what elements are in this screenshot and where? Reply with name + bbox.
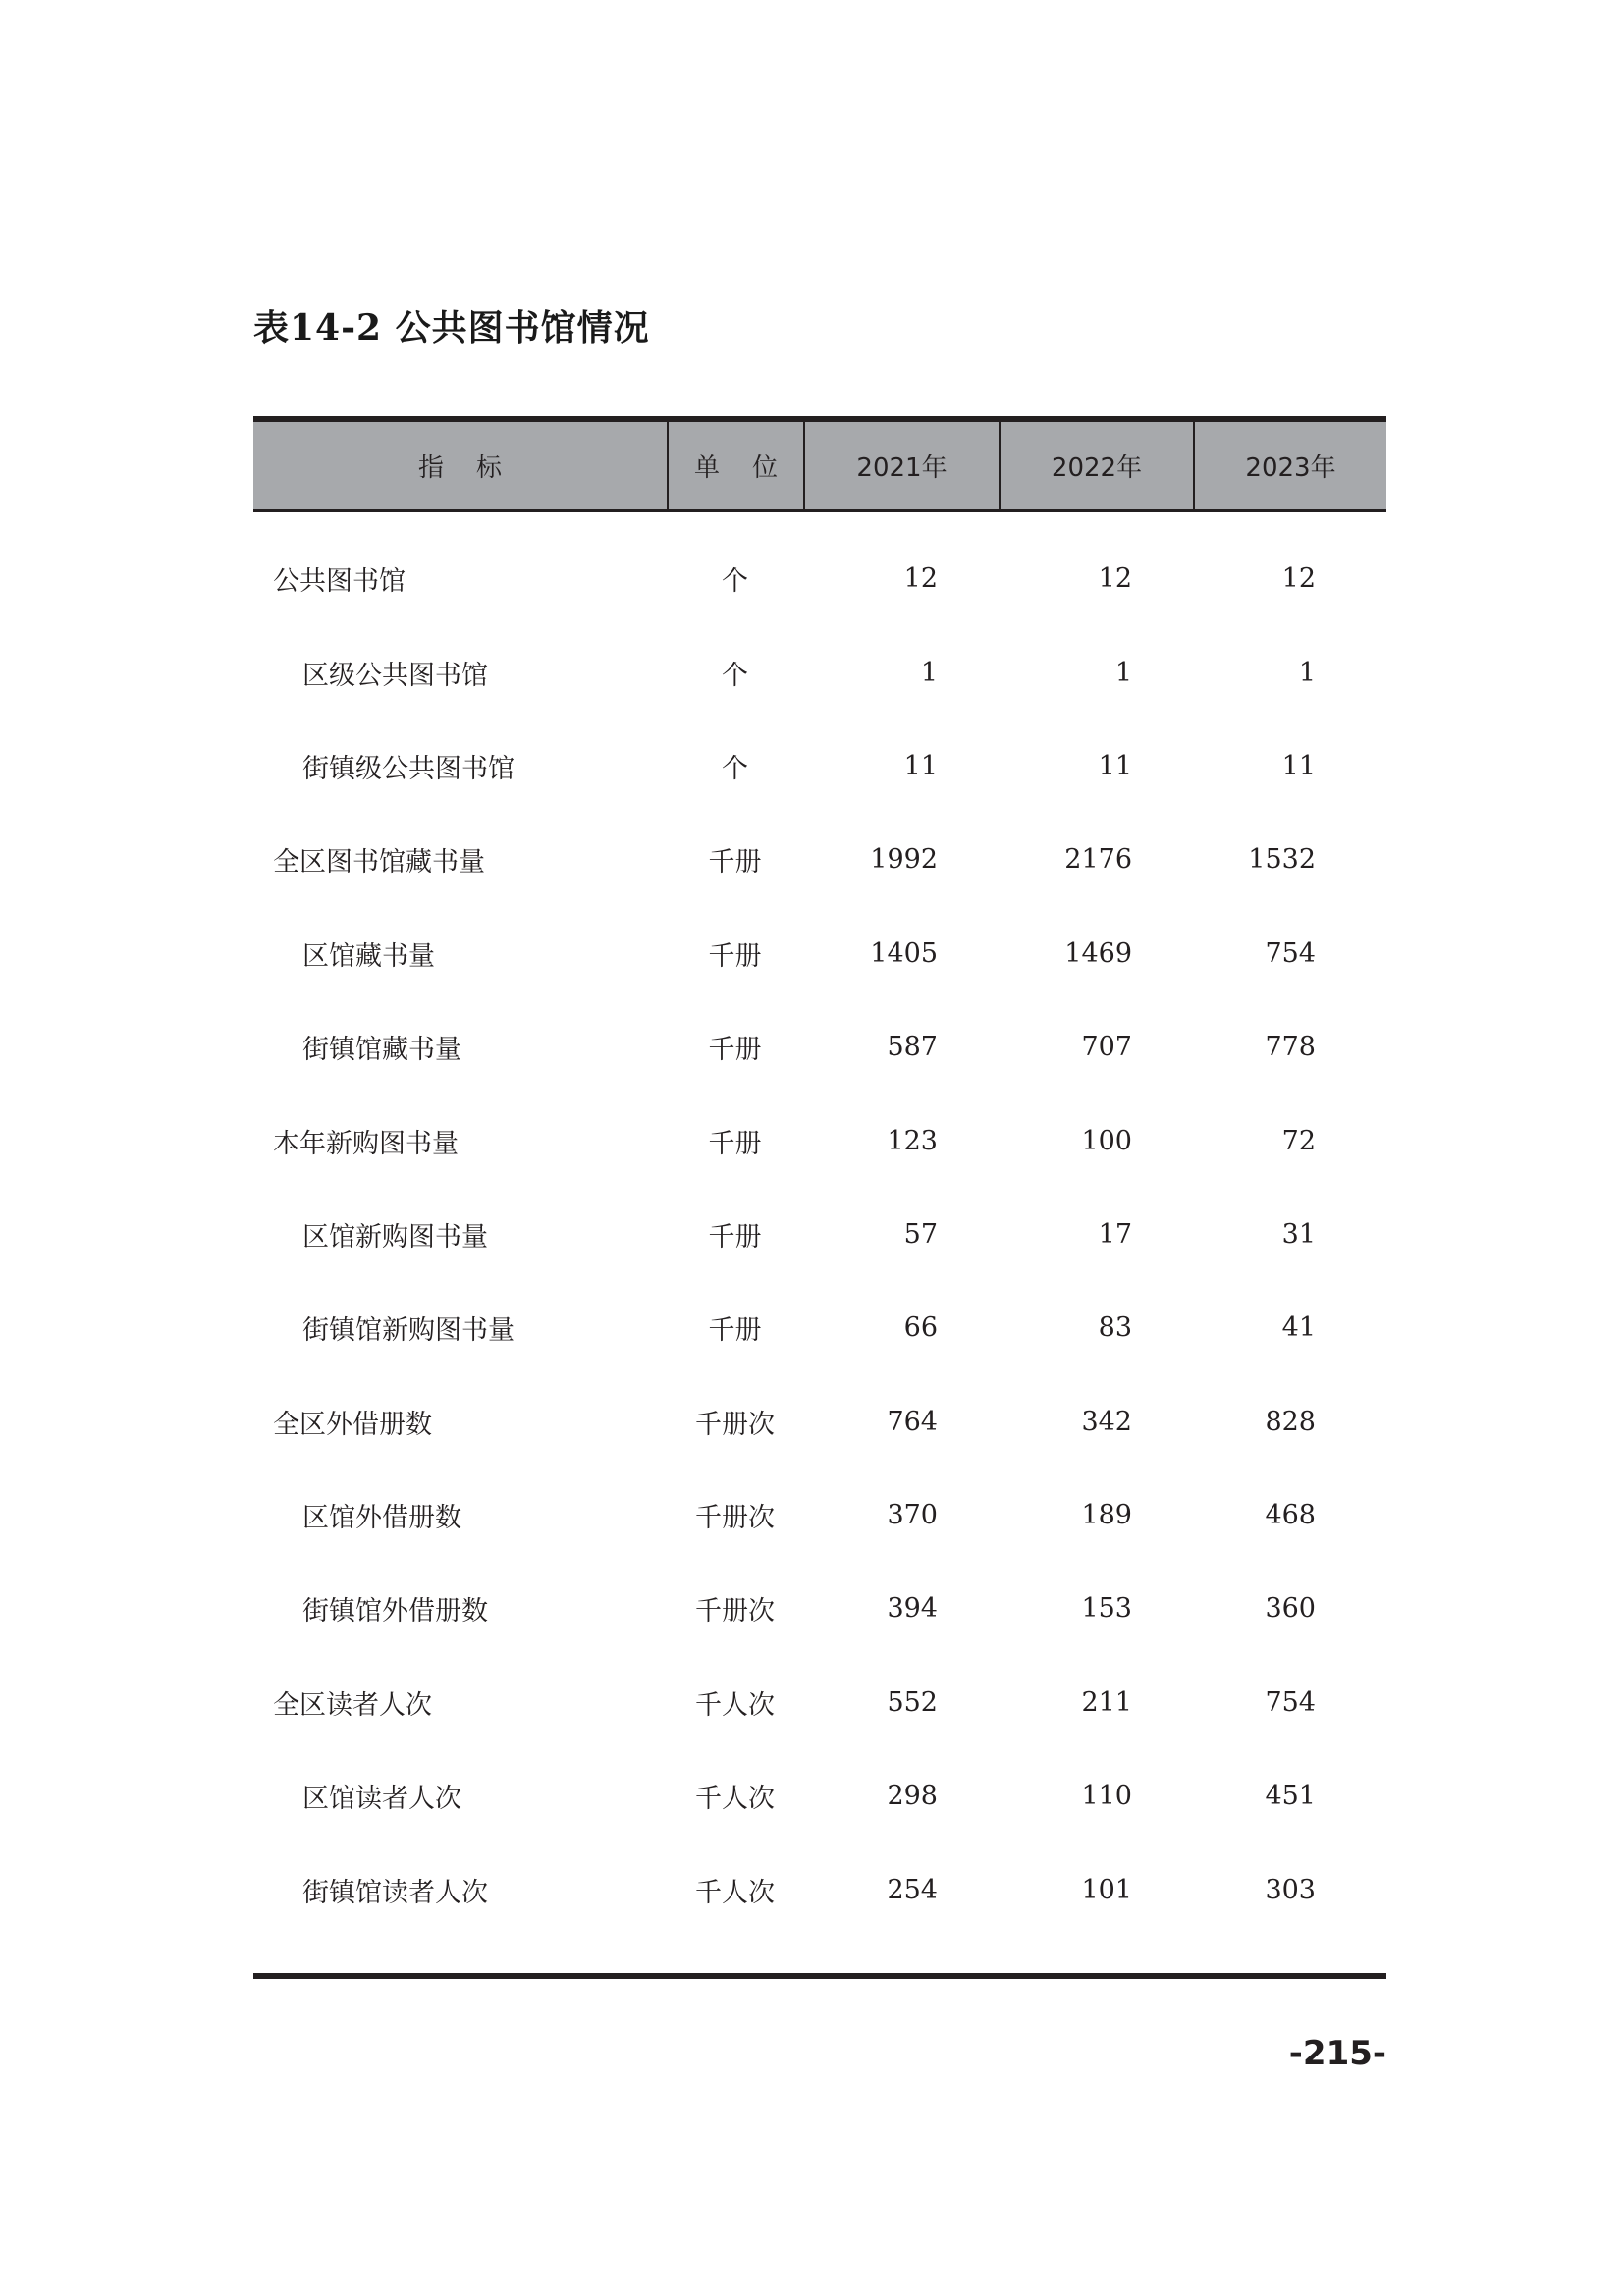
row-value-2022: 1469 [1064, 937, 1132, 969]
row-value-2021: 394 [887, 1593, 938, 1625]
row-value-2023: 72 [1281, 1125, 1316, 1156]
table-row [253, 625, 1386, 719]
header-unit: 单 位 [667, 422, 803, 509]
header-year-2021: 2021年 [803, 422, 999, 509]
row-value-2021: 11 [903, 750, 938, 781]
row-value-2022: 707 [1081, 1032, 1132, 1063]
row-indicator: 区馆外借册数 [302, 1503, 461, 1534]
row-unit: 千册 [708, 940, 762, 972]
header-year-2022: 2022年 [999, 422, 1193, 509]
row-indicator: 街镇馆外借册数 [302, 1596, 488, 1628]
row-indicator: 街镇馆藏书量 [302, 1035, 461, 1066]
row-indicator: 街镇级公共图书馆 [302, 753, 514, 784]
row-value-2021: 1992 [870, 844, 938, 876]
table-row [253, 1375, 1386, 1468]
row-value-2021: 1 [920, 657, 938, 688]
row-value-2023: 360 [1265, 1593, 1316, 1625]
row-unit: 千册 [708, 1221, 762, 1253]
row-indicator: 全区图书馆藏书量 [273, 847, 485, 879]
header-indicator: 指 标 [417, 454, 503, 483]
table-row [253, 907, 1386, 1000]
row-value-2023: 828 [1265, 1406, 1316, 1437]
row-indicator: 全区读者人次 [273, 1689, 432, 1721]
row-value-2021: 1405 [870, 937, 938, 969]
table-row [253, 1281, 1386, 1374]
table-row [253, 532, 1386, 625]
row-value-2023: 12 [1281, 563, 1316, 595]
row-indicator: 区级公共图书馆 [302, 660, 488, 691]
row-indicator: 街镇馆新购图书量 [302, 1315, 514, 1347]
table-title: 表14-2 公共图书馆情况 [253, 307, 650, 348]
table-row [253, 1842, 1386, 1936]
row-value-2023: 468 [1265, 1500, 1316, 1531]
row-value-2021: 587 [887, 1032, 938, 1063]
table-header [253, 422, 1386, 509]
table-row [253, 1562, 1386, 1655]
row-value-2022: 1 [1114, 657, 1132, 688]
row-unit: 千册 [708, 1035, 762, 1066]
row-value-2021: 254 [887, 1874, 938, 1905]
table-row [253, 1188, 1386, 1281]
row-value-2022: 101 [1081, 1874, 1132, 1905]
row-indicator: 全区外借册数 [273, 1409, 432, 1440]
row-value-2023: 754 [1265, 1686, 1316, 1718]
row-value-2023: 778 [1265, 1032, 1316, 1063]
row-value-2023: 303 [1265, 1874, 1316, 1905]
row-indicator: 区馆新购图书量 [302, 1221, 488, 1253]
row-indicator: 街镇馆读者人次 [302, 1877, 488, 1908]
row-value-2023: 451 [1265, 1781, 1316, 1812]
row-indicator: 区馆藏书量 [302, 940, 435, 972]
row-unit: 个 [722, 566, 748, 598]
table-row [253, 1749, 1386, 1842]
row-value-2022: 17 [1098, 1218, 1132, 1250]
row-value-2022: 11 [1098, 750, 1132, 781]
row-unit: 千册 [708, 1128, 762, 1159]
row-value-2023: 11 [1281, 750, 1316, 781]
row-value-2023: 1 [1298, 657, 1316, 688]
table-bottom-rule [253, 1973, 1386, 1979]
row-unit: 千人次 [695, 1877, 775, 1908]
row-value-2022: 153 [1081, 1593, 1132, 1625]
row-unit: 千人次 [695, 1784, 775, 1815]
table-row [253, 813, 1386, 906]
row-value-2022: 12 [1098, 563, 1132, 595]
row-value-2022: 2176 [1064, 844, 1132, 876]
header-year-2023: 2023年 [1193, 422, 1386, 509]
row-unit: 千人次 [695, 1689, 775, 1721]
row-value-2023: 754 [1265, 937, 1316, 969]
row-value-2022: 83 [1098, 1312, 1132, 1344]
row-unit: 千册次 [695, 1409, 775, 1440]
row-value-2021: 123 [887, 1125, 938, 1156]
row-value-2021: 552 [887, 1686, 938, 1718]
row-value-2021: 12 [903, 563, 938, 595]
row-value-2021: 298 [887, 1781, 938, 1812]
row-unit: 个 [722, 660, 748, 691]
table-row [253, 1656, 1386, 1749]
table-row [253, 1094, 1386, 1187]
page-number: -215- [1288, 2034, 1386, 2073]
row-value-2021: 57 [903, 1218, 938, 1250]
table-row [253, 1468, 1386, 1562]
table-body [253, 532, 1386, 1937]
table-header-rule [253, 509, 1386, 512]
row-value-2022: 189 [1081, 1500, 1132, 1531]
row-value-2023: 31 [1281, 1218, 1316, 1250]
row-value-2021: 764 [887, 1406, 938, 1437]
row-unit: 千册次 [695, 1503, 775, 1534]
row-value-2022: 342 [1081, 1406, 1132, 1437]
row-value-2021: 370 [887, 1500, 938, 1531]
row-value-2022: 100 [1081, 1125, 1132, 1156]
row-unit: 千册 [708, 847, 762, 879]
row-value-2022: 110 [1081, 1781, 1132, 1812]
row-indicator: 本年新购图书量 [273, 1128, 459, 1159]
table-row [253, 1000, 1386, 1094]
row-value-2023: 1532 [1248, 844, 1316, 876]
row-indicator: 公共图书馆 [273, 566, 406, 598]
row-indicator: 区馆读者人次 [302, 1784, 461, 1815]
table-row [253, 720, 1386, 813]
row-unit: 千册 [708, 1315, 762, 1347]
row-unit: 个 [722, 753, 748, 784]
row-value-2022: 211 [1081, 1686, 1132, 1718]
row-value-2023: 41 [1281, 1312, 1316, 1344]
row-value-2021: 66 [903, 1312, 938, 1344]
row-unit: 千册次 [695, 1596, 775, 1628]
